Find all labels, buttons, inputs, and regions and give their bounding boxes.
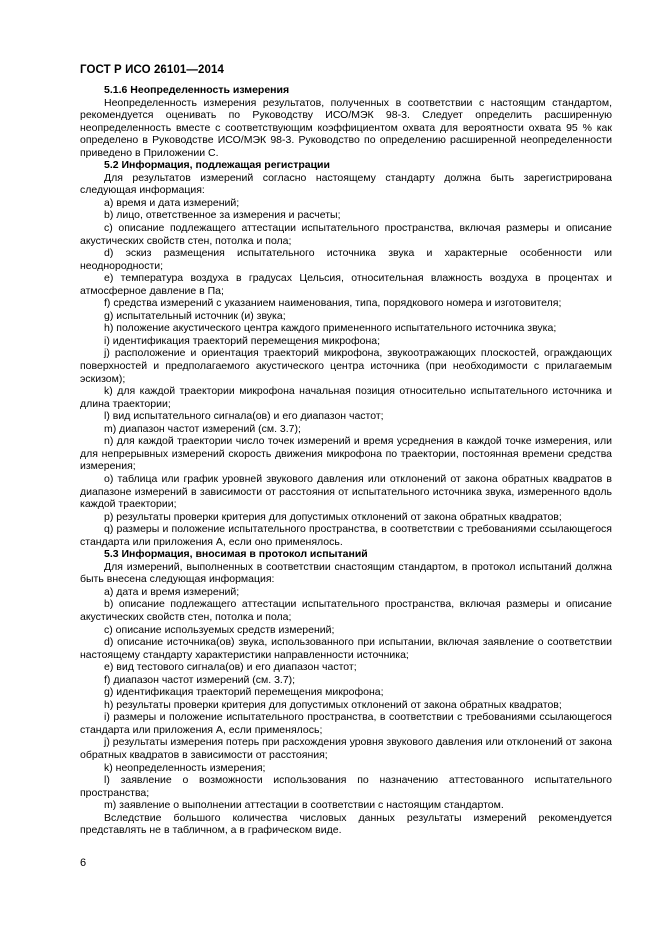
list-item: h) результаты проверки критерия для допустимых отклонений от закона обратных квадратов; bbox=[104, 698, 562, 711]
list-item: k) неопределенность измерения; bbox=[104, 761, 266, 774]
list-item: i) идентификация траекторий перемещения микрофона; bbox=[104, 334, 381, 347]
section-5-2-intro: Для результатов измерений согласно настоящему стандарту должна быть зарегистрирована следующая информация: bbox=[80, 171, 612, 197]
list-item: l) заявление о возможности использования по назначению аттестованного испытательного пространства; bbox=[80, 774, 612, 799]
list-item: b) лицо, ответственное за измерения и расчеты; bbox=[104, 209, 341, 222]
list-item: n) для каждой траектории число точек измерений и время усреднения в каждой точке измерения, или для непрерывных измерений скорость движения микрофона по траектории, постоянная времени средства измерения; bbox=[80, 435, 612, 473]
list-item: e) температура воздуха в градусах Цельсия, относительная влажность воздуха в процентах и атмосферное давление в Па; bbox=[80, 272, 612, 297]
section-5-3-intro: Для измерений, выполненных в соответствии снастоящим стандартом, в протокол испытаний должна быть внесена следующая информация: bbox=[80, 560, 612, 586]
list-item: m) заявление о выполнении аттестации в соответствии с настоящим стандартом. bbox=[104, 799, 504, 812]
list-item: i) размеры и положение испытательного пространства, в соответствии с требованиями ссылающегося стандарта или приложения А, если применялось; bbox=[80, 711, 612, 736]
list-item: e) вид тестового сигнала(ов) и его диапазон частот; bbox=[104, 661, 357, 674]
list-item: q) размеры и положение испытательного пространства, в соответствии с требованиями ссылающегося стандарта или приложения А, если оно применялось. bbox=[80, 523, 612, 548]
list-item: j) результаты измерения потерь при расхождения уровня звукового давления или отклонений от закона обратных квадратов в зависимости от расстояния; bbox=[80, 736, 612, 761]
list-item: f) средства измерений с указанием наименования, типа, порядкового номера и изготовителя; bbox=[104, 297, 562, 310]
page-number: 6 bbox=[80, 857, 87, 869]
document-header: ГОСТ Р ИСО 26101—2014 bbox=[80, 64, 225, 76]
list-item: l) вид испытательного сигнала(ов) и его диапазон частот; bbox=[104, 410, 384, 423]
list-item: p) результаты проверки критерия для допустимых отклонений от закона обратных квадратов; bbox=[104, 510, 562, 523]
list-item: d) эскиз размещения испытательного источника звука и характерные особенности или неоднородности; bbox=[80, 247, 612, 272]
section-5-3-heading: 5.3 Информация, вносимая в протокол испытаний bbox=[104, 548, 368, 561]
list-item: k) для каждой траектории микрофона начальная позиция относительно испытательного источника и длина траектории; bbox=[80, 385, 612, 410]
section-5-2-heading: 5.2 Информация, подлежащая регистрации bbox=[104, 159, 330, 172]
list-item: o) таблица или график уровней звукового давления или отклонений от закона обратных квадратов в диапазоне измерений в зависимости от расстояния от испытательного источника звука, измеренного вдоль каждой траектории; bbox=[80, 472, 612, 511]
section-5-2-list bbox=[80, 197, 612, 548]
list-item: c) описание подлежащего аттестации испытательного пространства, включая размеры и описание акустических свойств стен, потолка и пола; bbox=[80, 222, 612, 247]
section-5-3-closing: Вследствие большого количества числовых данных результаты измерений рекомендуется представлять не в табличном, а в графическом виде. bbox=[80, 811, 612, 837]
list-item: g) испытательный источник (и) звука; bbox=[104, 309, 286, 322]
list-item: f) диапазон частот измерений (см. 3.7); bbox=[104, 673, 296, 686]
list-item: j) расположение и ориентация траекторий микрофона, звукоотражающих плоскостей, ограждающих поверхностей и предполагаемого акустического центра источника (при необходимости с прилагаемым эскизом); bbox=[80, 347, 612, 385]
list-item: a) время и дата измерений; bbox=[104, 196, 240, 209]
list-item: h) положение акустического центра каждого примененного испытательного источника звука; bbox=[104, 322, 557, 335]
list-item: b) описание подлежащего аттестации испытательного пространства, включая размеры и описание акустических свойств стен, потолка и пола; bbox=[80, 598, 612, 623]
list-item: a) дата и время измерений; bbox=[104, 585, 240, 598]
page-content bbox=[80, 84, 612, 837]
section-5-1-6-text: Неопределенность измерения результатов, полученных в соответствии с настоящим стандартом, рекомендуется оценивать по Руководству ИСО/МЭК 98-3. Следует определить расширенную неопределенность вместе с соответствующим коэффициентом охвата для вероятности охвата 95 % как определено в Руководстве ИСО/МЭК 98-3. Руководство по определению расширенной неопределенности приведено в Приложении С. bbox=[80, 96, 612, 159]
list-item: g) идентификация траекторий перемещения микрофона; bbox=[104, 686, 384, 699]
list-item: d) описание источника(ов) звука, использованного при испытании, включая заявление о соответствии настоящему стандарту характеристики направленности источника; bbox=[80, 636, 612, 661]
section-5-1-6-heading: 5.1.6 Неопределенность измерения bbox=[104, 84, 290, 96]
list-item: m) диапазон частот измерений (см. 3.7); bbox=[104, 422, 301, 435]
section-5-3-list bbox=[80, 586, 612, 812]
list-item: c) описание используемых средств измерений; bbox=[104, 623, 335, 636]
